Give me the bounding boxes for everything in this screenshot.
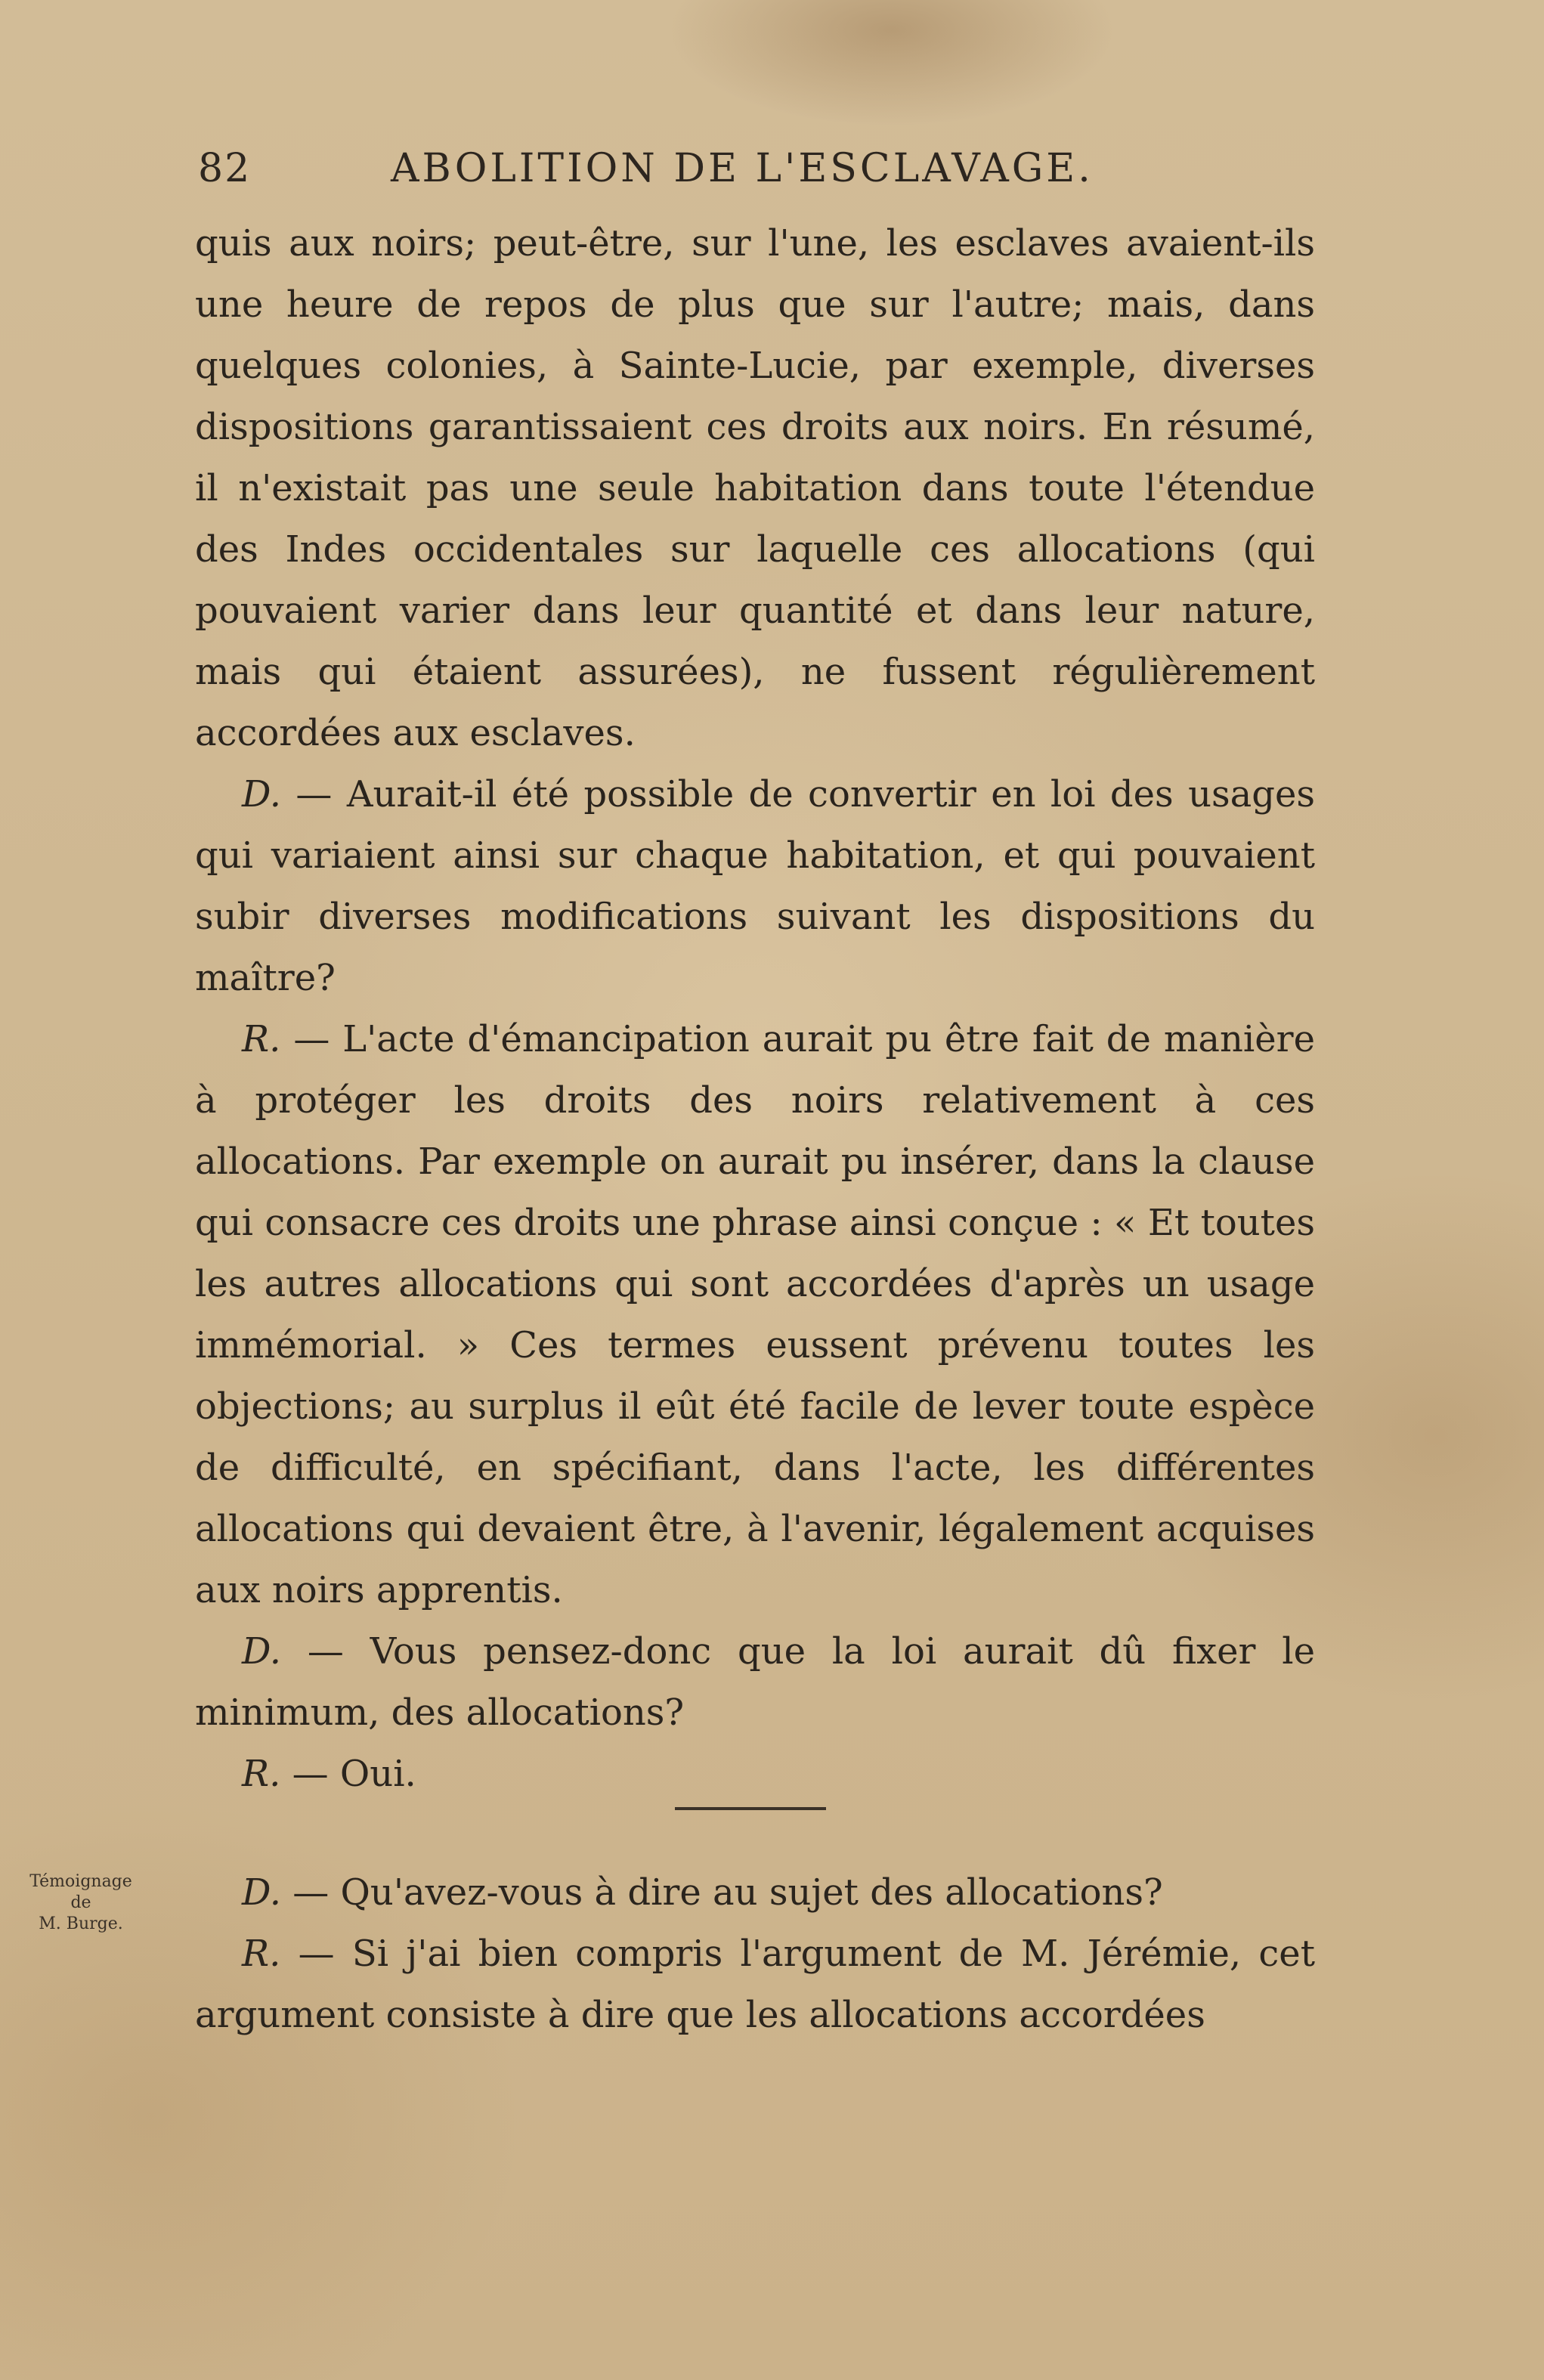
main-text-block: [195, 213, 1315, 1805]
question-text: — Qu'avez-vous à dire au sujet des allocations?: [281, 1871, 1163, 1914]
answer-text: — Oui.: [280, 1753, 416, 1795]
speaker-label: R.: [242, 1753, 281, 1795]
answer-paragraph: [195, 1009, 1315, 1621]
running-title: ABOLITION DE L'ESCLAVAGE.: [391, 146, 1094, 191]
answer-text: — L'acte d'émancipation aurait pu être fait de manière à protéger les droits des noirs relativement à ces allocations. Par exemple on aurait pu insérer, dans la clause qui consacre ces droits une phrase ainsi conçue : « Et toutes les autres allocations qui sont accordées d'après un usage immémorial. » Ces termes eussent prévenu toutes les objections; au surplus il eût été facile de lever toute espèce de difficulté, en spécifiant, dans l'acte, les différentes allocations qui devaient être, à l'avenir, légalement acquises aux noirs apprentis.: [195, 1018, 1315, 1611]
margin-note-line: M. Burge.: [39, 1914, 123, 1933]
section-divider: [675, 1807, 826, 1810]
answer-paragraph: [195, 1923, 1315, 2046]
answer-paragraph: [195, 1744, 1315, 1805]
speaker-label: D.: [242, 1871, 282, 1914]
speaker-label: D.: [242, 1630, 282, 1673]
paragraph-continuation: quis aux noirs; peut-être, sur l'une, les esclaves avaient-ils une heure de repos de plus que sur l'autre; mais, dans quelques colonies, à Sainte-Lucie, par exemple, diverses dispositions garantissaient ces droits aux noirs. En résumé, il n'existait pas une seule habitation dans toute l'étendue des Indes occidentales sur laquelle ces allocations (qui pouvaient varier dans leur quantité et dans leur nature, mais qui étaient assurées), ne fussent régulièrement accordées aux esclaves.: [195, 222, 1315, 754]
margin-note-line: de: [70, 1893, 91, 1912]
second-text-block: [195, 1862, 1315, 2046]
question-text: — Vous pensez-donc que la loi aurait dû fixer le minimum, des allocations?: [195, 1630, 1315, 1734]
margin-note-line: Témoignage: [29, 1872, 132, 1891]
margin-note: [9, 1871, 153, 1935]
question-paragraph: [195, 764, 1315, 1009]
speaker-label: R.: [242, 1933, 281, 1975]
question-paragraph: [195, 1621, 1315, 1744]
question-text: — Aurait-il été possible de convertir en loi des usages qui variaient ainsi sur chaque habitation, et qui pouvaient subir diverses modifications suivant les dispositions du maître?: [195, 773, 1315, 999]
running-head: [198, 142, 1105, 195]
speaker-label: R.: [242, 1018, 281, 1060]
speaker-label: D.: [242, 773, 282, 816]
answer-text: — Si j'ai bien compris l'argument de M. Jérémie, cet argument consiste à dire que les allocations accordées: [195, 1933, 1315, 2036]
question-paragraph: [195, 1862, 1315, 1923]
page-number: 82: [198, 146, 252, 191]
